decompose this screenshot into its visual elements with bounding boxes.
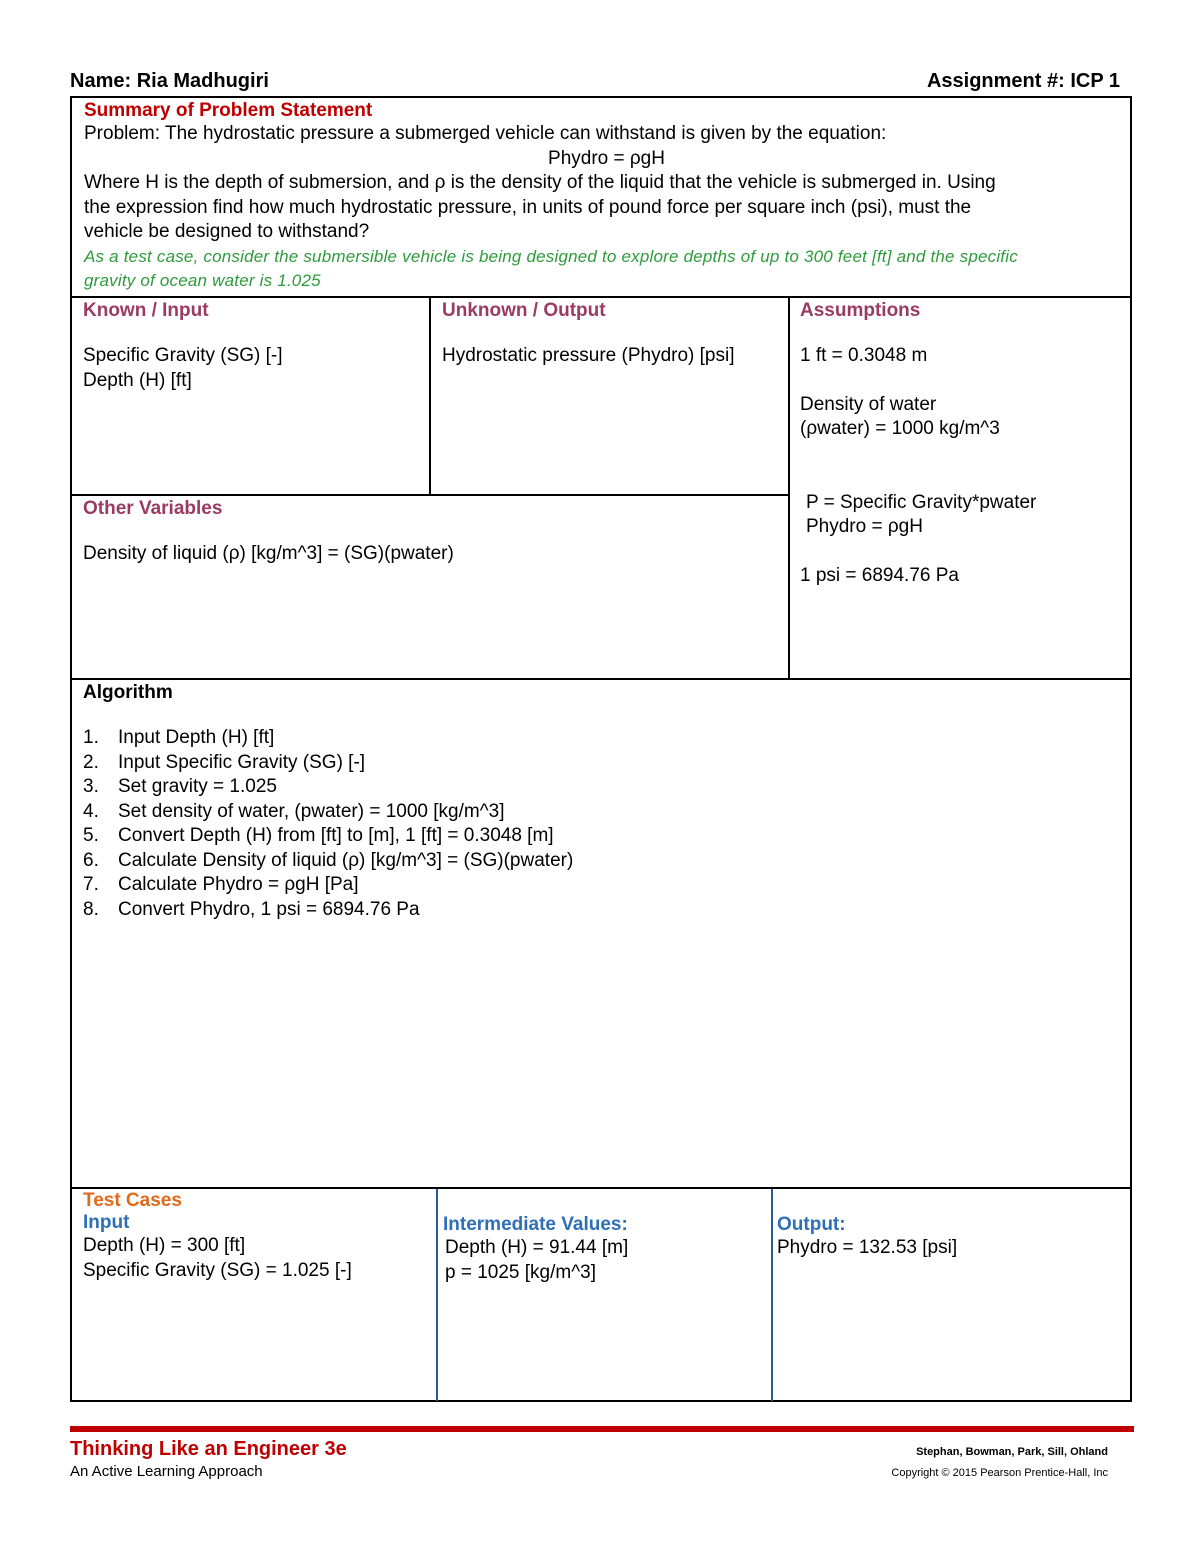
known-item: Depth (H) [ft] xyxy=(83,369,192,391)
student-name: Name: Ria Madhugiri xyxy=(70,70,269,92)
list-item: 1. Input Depth (H) [ft] xyxy=(83,727,275,748)
test-case-line-1: As a test case, consider the submersible vehicle is being designed to explore depths of up to 300 feet [ft] and the specific xyxy=(84,246,1018,266)
algorithm-title: Algorithm xyxy=(83,682,173,703)
footer-rule xyxy=(70,1426,1134,1432)
other-variable-item: Density of liquid (ρ) [kg/m^3] = (SG)(pwater) xyxy=(83,543,454,564)
assumptions-section xyxy=(800,300,1125,588)
known-title: Known / Input xyxy=(83,300,209,321)
test-output-section xyxy=(777,1214,1127,1261)
divider-assumptions xyxy=(788,296,790,680)
unknown-title: Unknown / Output xyxy=(442,300,606,321)
algorithm-steps xyxy=(83,726,1123,922)
assumption-item: 1 psi = 6894.76 Pa xyxy=(800,564,959,586)
other-variables-title: Other Variables xyxy=(83,498,223,519)
divider-tests xyxy=(70,1187,1132,1189)
intermediate-title: Intermediate Values: xyxy=(443,1214,628,1235)
list-item: 4. Set density of water, (pwater) = 1000 [kg/m^3] xyxy=(83,800,505,822)
divider-test-output xyxy=(771,1189,773,1401)
assignment-number: Assignment #: ICP 1 xyxy=(926,70,1120,92)
test-input-title: Input xyxy=(83,1212,130,1233)
test-case-line-2: gravity of ocean water is 1.025 xyxy=(84,271,321,290)
equation: Phydro = ρgH xyxy=(548,147,665,169)
list-item: 5. Convert Depth (H) from [ft] to [m], 1 [ft] = 0.3048 [m] xyxy=(83,825,554,846)
unknown-section xyxy=(442,300,782,369)
algorithm-section xyxy=(83,682,1123,922)
summary-section xyxy=(84,100,1129,294)
where-line-3: vehicle be designed to withstand? xyxy=(84,221,370,242)
assumptions-title: Assumptions xyxy=(800,300,921,321)
divider-test-input xyxy=(436,1189,438,1401)
output-title: Output: xyxy=(777,1214,846,1235)
summary-title: Summary of Problem Statement xyxy=(84,100,373,121)
test-cases-title: Test Cases xyxy=(83,1190,182,1211)
output-item: Phydro = 132.53 [psi] xyxy=(777,1237,958,1258)
assumption-item: Phydro = ρgH xyxy=(806,516,923,537)
footer-authors: Stephan, Bowman, Park, Sill, Ohland xyxy=(916,1446,1108,1458)
divider-summary xyxy=(70,296,1132,298)
where-line-1: Where H is the depth of submersion, and ρ is the density of the liquid that the vehicle is submerged in. Using xyxy=(84,172,996,193)
problem-line: Problem: The hydrostatic pressure a submerged vehicle can withstand is given by the equation: xyxy=(84,123,887,144)
footer-subtitle: An Active Learning Approach xyxy=(70,1463,263,1480)
intermediate-item: Depth (H) = 91.44 [m] xyxy=(445,1237,629,1258)
list-item: 3. Set gravity = 1.025 xyxy=(83,776,277,797)
list-item: 7. Calculate Phydro = ρgH [Pa] xyxy=(83,874,359,895)
test-input-section xyxy=(83,1190,433,1283)
known-section xyxy=(83,300,423,393)
test-input-item: Depth (H) = 300 [ft] xyxy=(83,1235,246,1256)
where-line-2: the expression find how much hydrostatic pressure, in units of pound force per square inch (psi), must the xyxy=(84,196,972,218)
other-variables-section xyxy=(83,498,783,567)
footer-book-title: Thinking Like an Engineer 3e xyxy=(70,1438,347,1460)
unknown-item: Hydrostatic pressure (Phydro) [psi] xyxy=(442,345,735,366)
assumption-item: (ρwater) = 1000 kg/m^3 xyxy=(800,418,1000,439)
list-item: 6. Calculate Density of liquid (ρ) [kg/m^3] = (SG)(pwater) xyxy=(83,849,574,871)
assumption-item: P = Specific Gravity*pwater xyxy=(806,491,1037,513)
intermediate-item: p = 1025 [kg/m^3] xyxy=(445,1261,596,1283)
divider-algorithm xyxy=(70,678,1132,680)
known-item: Specific Gravity (SG) [-] xyxy=(83,345,283,366)
footer-copyright: Copyright © 2015 Pearson Prentice-Hall, Inc xyxy=(891,1467,1108,1479)
test-intermediate-section xyxy=(443,1214,768,1285)
test-input-item: Specific Gravity (SG) = 1.025 [-] xyxy=(83,1259,352,1281)
list-item: 8. Convert Phydro, 1 psi = 6894.76 Pa xyxy=(83,898,420,920)
assumption-item: 1 ft = 0.3048 m xyxy=(800,345,928,366)
assumption-item: Density of water xyxy=(800,393,937,415)
divider-known-unknown xyxy=(429,296,431,494)
divider-other xyxy=(70,494,790,496)
list-item: 2. Input Specific Gravity (SG) [-] xyxy=(83,751,366,773)
